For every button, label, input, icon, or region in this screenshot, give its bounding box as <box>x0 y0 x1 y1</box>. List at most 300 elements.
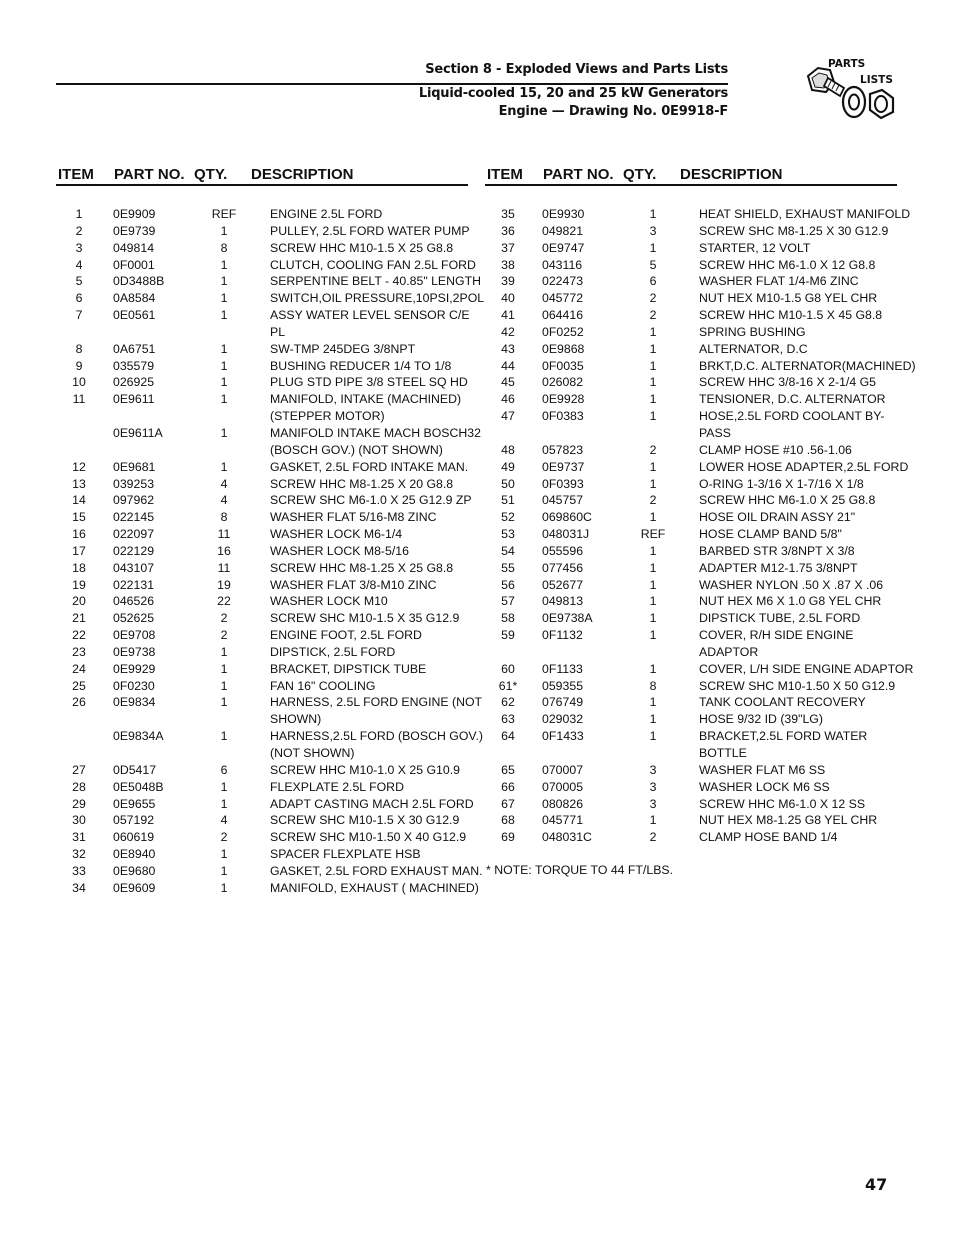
quantity-cell: 1 <box>649 729 657 744</box>
item-cell: 39 <box>501 274 515 289</box>
quantity-cell: 1 <box>220 341 228 356</box>
part-number-cell <box>531 644 616 661</box>
quantity-cell: 1 <box>220 274 228 289</box>
description-cell: DIPSTICK, 2.5L FORD <box>270 644 396 659</box>
logo-text-parts: PARTS <box>828 58 866 70</box>
table-row <box>485 425 897 442</box>
item-cell: 34 <box>72 880 86 895</box>
quantity-cell: 1 <box>220 392 228 407</box>
col-part-header: PART NO. <box>114 166 185 183</box>
quantity-cell: 1 <box>220 644 228 659</box>
table-row <box>56 442 468 459</box>
torque-note: * NOTE: TORQUE TO 44 FT/LBS. <box>486 863 674 878</box>
table-row <box>485 779 897 796</box>
quantity-cell: 11 <box>217 527 231 542</box>
table-body <box>56 206 485 897</box>
part-number-cell: 0F0383 <box>542 409 584 424</box>
part-number-cell: 0F1132 <box>542 628 583 643</box>
table-row <box>485 711 897 728</box>
quantity-cell: 1 <box>649 207 657 221</box>
quantity-cell: 1 <box>649 358 657 373</box>
part-number-cell: 0E9609 <box>113 880 156 895</box>
part-number-cell: 0E8940 <box>113 847 156 862</box>
table-row <box>56 509 468 526</box>
description-cell: BOTTLE <box>699 746 747 760</box>
quantity-cell <box>616 745 690 762</box>
parts-table-left <box>56 166 485 897</box>
description-cell: ADAPTOR <box>699 644 759 659</box>
quantity-cell: 1 <box>649 409 657 424</box>
table-row <box>485 391 897 408</box>
table-row <box>485 762 897 779</box>
table-row <box>56 661 468 678</box>
description-cell: PLUG STD PIPE 3/8 STEEL SQ HD <box>270 375 468 390</box>
description-cell: SCREW HHC M6-1.0 X 25 G8.8 <box>699 493 876 508</box>
description-cell: WASHER FLAT 1/4-M6 ZINC <box>699 274 859 289</box>
table-row <box>485 290 897 307</box>
item-cell: 37 <box>501 240 515 255</box>
description-cell: SCREW HHC M10-1.0 X 25 G10.9 <box>270 762 460 777</box>
table-row <box>485 543 897 560</box>
table-row <box>56 644 468 661</box>
part-number-cell: 0F0230 <box>113 678 155 693</box>
col-item-header: ITEM <box>487 166 523 183</box>
description-cell: WASHER LOCK M8-5/16 <box>270 543 409 558</box>
part-number-cell: 0F0393 <box>542 476 584 491</box>
quantity-cell: 19 <box>217 577 231 592</box>
table-row <box>56 290 485 307</box>
table-row <box>56 577 468 594</box>
section-title: Section 8 - Exploded Views and Parts Lists <box>425 62 728 77</box>
quantity-cell: 1 <box>220 291 228 306</box>
part-number-cell: 045771 <box>542 813 584 828</box>
quantity-cell: 1 <box>649 459 657 474</box>
description-cell: MANIFOLD, INTAKE (MACHINED) <box>270 392 462 407</box>
part-number-cell: 0E0561 <box>113 308 156 323</box>
table-row <box>56 391 468 408</box>
item-cell: 6 <box>75 291 83 306</box>
item-cell: 30 <box>72 813 86 828</box>
table-row <box>56 846 468 863</box>
part-number-cell: 0E9834A <box>113 729 164 744</box>
part-number-cell: 0A8584 <box>113 291 156 306</box>
table-row <box>56 526 468 543</box>
item-cell <box>56 324 102 341</box>
item-cell: 57 <box>501 594 515 609</box>
part-number-cell: 022129 <box>113 543 155 558</box>
quantity-cell: 1 <box>220 375 228 390</box>
item-cell: 7 <box>75 308 83 323</box>
part-number-cell: 059355 <box>542 678 584 693</box>
table-row <box>56 728 483 745</box>
part-number-cell: 0E9737 <box>542 459 585 474</box>
quantity-cell: 3 <box>649 762 657 777</box>
description-cell: PASS <box>699 425 731 440</box>
quantity-cell: 5 <box>649 257 657 272</box>
bolt-nut-washer-icon <box>800 54 900 134</box>
quantity-cell: 1 <box>649 611 657 626</box>
table-row <box>485 560 897 577</box>
description-cell: MANIFOLD INTAKE MACH BOSCH32 <box>270 425 481 440</box>
item-cell: 17 <box>72 543 86 558</box>
table-row <box>485 459 909 476</box>
quantity-cell: 1 <box>220 847 228 862</box>
quantity-cell: 1 <box>220 661 228 676</box>
col-description-header: DESCRIPTION <box>251 166 354 183</box>
description-cell: SHOWN) <box>270 712 322 727</box>
parts-table-right <box>485 166 916 878</box>
quantity-cell: 1 <box>649 375 657 390</box>
table-row <box>485 206 911 223</box>
col-item-header: ITEM <box>58 166 94 183</box>
quantity-cell: 2 <box>220 830 228 845</box>
table-row <box>56 273 481 290</box>
description-cell: SCREW HHC M10-1.5 X 25 G8.8 <box>270 240 454 255</box>
item-cell: 40 <box>501 291 515 306</box>
item-cell <box>56 711 102 728</box>
table-row <box>56 223 468 240</box>
table-row <box>485 341 897 358</box>
col-qty-header: QTY. <box>623 166 657 183</box>
quantity-cell <box>187 408 261 425</box>
description-cell: SPRING BUSHING <box>699 324 806 339</box>
quantity-cell: 4 <box>220 493 228 508</box>
table-row <box>56 257 476 274</box>
part-number-cell: 0E9680 <box>113 863 156 878</box>
quantity-cell: 22 <box>217 594 231 609</box>
table-row <box>485 526 897 543</box>
description-cell: TENSIONER, D.C. ALTERNATOR <box>699 392 886 407</box>
description-cell: SCREW SHC M10-1.5 X 30 G12.9 <box>270 813 460 828</box>
item-cell: 48 <box>501 442 515 457</box>
quantity-cell: 1 <box>649 543 657 558</box>
item-cell: 65 <box>501 762 515 777</box>
table-row <box>56 408 468 425</box>
item-cell: 52 <box>501 510 515 525</box>
item-cell: 15 <box>72 510 86 525</box>
item-cell: 12 <box>72 459 86 474</box>
part-number-cell: 045757 <box>542 493 584 508</box>
item-cell <box>56 408 102 425</box>
quantity-cell: 16 <box>217 543 231 558</box>
description-cell: ENGINE FOOT, 2.5L FORD <box>270 628 422 643</box>
part-number-cell: 049821 <box>542 223 584 238</box>
quantity-cell: 1 <box>220 779 228 794</box>
item-cell: 5 <box>75 274 83 289</box>
quantity-cell <box>187 711 261 728</box>
item-cell: 28 <box>72 779 86 794</box>
description-cell: COVER, R/H SIDE ENGINE <box>699 628 854 643</box>
part-number-cell: 0F1133 <box>542 661 583 676</box>
item-cell: 68 <box>501 813 515 828</box>
description-cell: GASKET, 2.5L FORD INTAKE MAN. <box>270 459 469 474</box>
logo-text-lists: LISTS <box>860 74 893 86</box>
description-cell: HOSE CLAMP BAND 5/8" <box>699 527 842 542</box>
table-row <box>56 762 468 779</box>
part-number-cell: 0F0001 <box>113 257 155 272</box>
item-cell: 60 <box>501 661 515 676</box>
part-number-cell <box>102 442 187 459</box>
description-cell: (BOSCH GOV.) (NOT SHOWN) <box>270 442 443 457</box>
part-number-cell: 035579 <box>113 358 155 373</box>
table-row <box>485 577 897 594</box>
part-number-cell: 0E9747 <box>542 240 585 255</box>
description-cell: WASHER FLAT M6 SS <box>699 762 826 777</box>
description-cell: TANK COOLANT RECOVERY <box>699 695 866 710</box>
part-number-cell: 022145 <box>113 510 155 525</box>
table-header <box>56 166 468 186</box>
quantity-cell: 1 <box>220 695 228 710</box>
part-number-cell: 0F1433 <box>542 729 584 744</box>
description-cell: FLEXPLATE 2.5L FORD <box>270 779 404 794</box>
table-row <box>56 324 468 341</box>
part-number-cell: 048031J <box>542 527 590 542</box>
item-cell: 25 <box>72 678 86 693</box>
quantity-cell: REF <box>640 527 666 542</box>
item-cell: 14 <box>72 493 86 508</box>
part-number-cell: 0E9611 <box>113 392 155 407</box>
quantity-cell: 2 <box>649 308 657 323</box>
description-cell: SCREW SHC M6-1.0 X 25 G12.9 ZP <box>270 493 472 508</box>
item-cell: 35 <box>501 207 515 221</box>
part-number-cell: 080826 <box>542 796 584 811</box>
table-row <box>56 543 468 560</box>
part-number-cell: 0E5048B <box>113 779 164 794</box>
quantity-cell: 1 <box>649 712 657 727</box>
quantity-cell: 1 <box>220 678 228 693</box>
part-number-cell: 0D3488B <box>113 274 165 289</box>
table-row <box>56 678 468 695</box>
part-number-cell: 0E9909 <box>113 207 156 221</box>
table-row <box>485 509 897 526</box>
part-number-cell: 039253 <box>113 476 155 491</box>
item-cell: 54 <box>501 543 515 558</box>
description-cell: BARBED STR 3/8NPT X 3/8 <box>699 543 855 558</box>
description-cell: HARNESS,2.5L FORD (BOSCH GOV.) <box>270 729 483 744</box>
item-cell: 42 <box>501 324 515 339</box>
table-row <box>56 593 468 610</box>
part-number-cell: 022097 <box>113 527 155 542</box>
table-row <box>485 627 897 644</box>
table-row <box>56 694 483 711</box>
quantity-cell: 1 <box>220 796 228 811</box>
part-number-cell: 0E9738A <box>542 611 593 626</box>
page-number: 47 <box>865 1175 888 1194</box>
item-cell: 3 <box>75 240 83 255</box>
table-row <box>56 560 468 577</box>
table-row <box>485 796 897 813</box>
item-cell: 64 <box>501 729 515 744</box>
table-row <box>56 880 479 897</box>
part-number-cell: 097962 <box>113 493 155 508</box>
description-cell: FAN 16" COOLING <box>270 678 376 693</box>
part-number-cell <box>102 408 187 425</box>
part-number-cell: 077456 <box>542 560 584 575</box>
description-cell: ENGINE 2.5L FORD <box>270 207 383 221</box>
part-number-cell: 0E9834 <box>113 695 156 710</box>
table-header <box>485 166 897 186</box>
item-cell: 23 <box>72 644 86 659</box>
description-cell: WASHER LOCK M6-1/4 <box>270 527 403 542</box>
description-cell: SWITCH,OIL PRESSURE,10PSI,2POL <box>270 291 485 306</box>
table-row <box>56 425 481 442</box>
quantity-cell: REF <box>211 207 237 221</box>
description-cell: WASHER NYLON .50 X .87 X .06 <box>699 577 884 592</box>
part-number-cell <box>102 711 187 728</box>
quantity-cell: 1 <box>649 510 657 525</box>
item-cell: 1 <box>75 207 83 221</box>
part-number-cell: 052677 <box>542 577 584 592</box>
quantity-cell: 1 <box>220 880 228 895</box>
table-row <box>485 374 897 391</box>
quantity-cell: 2 <box>649 442 657 457</box>
item-cell: 38 <box>501 257 515 272</box>
item-cell <box>56 425 102 442</box>
table-row <box>485 257 897 274</box>
description-cell: WASHER FLAT 3/8-M10 ZINC <box>270 577 437 592</box>
part-number-cell: 0E9930 <box>542 207 585 221</box>
item-cell: 33 <box>72 863 86 878</box>
item-cell: 55 <box>501 560 515 575</box>
item-cell: 20 <box>72 594 86 609</box>
item-cell: 18 <box>72 560 86 575</box>
description-cell: ALTERNATOR, D.C <box>699 341 808 356</box>
part-number-cell: 0E9928 <box>542 392 585 407</box>
col-description-header: DESCRIPTION <box>680 166 783 183</box>
part-number-cell: 0F0252 <box>542 324 584 339</box>
part-number-cell: 0E9655 <box>113 796 156 811</box>
description-cell: SCREW SHC M10-1.5 X 35 G12.9 <box>270 611 460 626</box>
quantity-cell <box>616 644 690 661</box>
item-cell: 11 <box>72 392 86 407</box>
quantity-cell: 4 <box>220 813 228 828</box>
quantity-cell: 8 <box>649 678 657 693</box>
table-row <box>56 459 468 476</box>
table-row <box>485 745 897 762</box>
quantity-cell: 1 <box>220 223 228 238</box>
description-cell: SCREW SHC M8-1.25 X 30 G12.9 <box>699 223 889 238</box>
item-cell: 49 <box>501 459 515 474</box>
part-number-cell: 0D5417 <box>113 762 157 777</box>
table-row <box>56 358 468 375</box>
table-row <box>56 206 468 223</box>
quantity-cell: 1 <box>220 257 228 272</box>
quantity-cell: 1 <box>649 577 657 592</box>
quantity-cell: 2 <box>649 830 657 845</box>
quantity-cell: 3 <box>649 796 657 811</box>
quantity-cell: 1 <box>220 459 228 474</box>
item-cell <box>56 745 102 762</box>
description-cell: BUSHING REDUCER 1/4 TO 1/8 <box>270 358 452 373</box>
quantity-cell: 1 <box>220 425 228 440</box>
item-cell: 26 <box>72 695 86 710</box>
part-number-cell: 057823 <box>542 442 584 457</box>
item-cell: 32 <box>72 847 86 862</box>
item-cell: 53 <box>501 527 515 542</box>
part-number-cell <box>102 745 187 762</box>
description-cell: O-RING 1-3/16 X 1-7/16 X 1/8 <box>699 476 864 491</box>
description-cell: SCREW HHC M10-1.5 X 45 G8.8 <box>699 308 883 323</box>
description-cell: SCREW HHC M8-1.25 X 20 G8.8 <box>270 476 454 491</box>
part-number-cell: 052625 <box>113 611 155 626</box>
quantity-cell: 1 <box>649 392 657 407</box>
item-cell: 4 <box>75 257 83 272</box>
item-cell: 2 <box>75 223 83 238</box>
item-cell: 50 <box>501 476 515 491</box>
description-cell: SW-TMP 245DEG 3/8NPT <box>270 341 416 356</box>
description-cell: SERPENTINE BELT - 40.85" LENGTH <box>270 274 481 289</box>
table-row <box>56 476 468 493</box>
quantity-cell: 1 <box>649 476 657 491</box>
description-cell: HOSE OIL DRAIN ASSY 21" <box>699 510 856 525</box>
item-cell: 41 <box>501 308 515 323</box>
part-number-cell: 064416 <box>542 308 584 323</box>
part-number-cell: 057192 <box>113 813 155 828</box>
table-row <box>56 240 468 257</box>
item-cell: 8 <box>75 341 83 356</box>
description-cell: PULLEY, 2.5L FORD WATER PUMP <box>270 223 470 238</box>
table-row <box>485 644 897 661</box>
item-cell: 62 <box>501 695 515 710</box>
description-cell: SCREW HHC M8-1.25 X 25 G8.8 <box>270 560 454 575</box>
table-row <box>56 492 472 509</box>
description-cell: SCREW HHC 3/8-16 X 2-1/4 G5 <box>699 375 876 390</box>
quantity-cell: 8 <box>220 510 228 525</box>
table-row <box>485 728 897 745</box>
table-row <box>56 812 468 829</box>
item-cell: 9 <box>75 358 83 373</box>
item-cell: 36 <box>501 223 515 238</box>
table-row <box>485 678 897 695</box>
description-cell: NUT HEX M6 X 1.0 G8 YEL CHR <box>699 594 882 609</box>
part-number-cell: 0F0035 <box>542 358 584 373</box>
description-cell: HEAT SHIELD, EXHAUST MANIFOLD <box>699 207 911 221</box>
quantity-cell: 3 <box>649 223 657 238</box>
part-number-cell: 0E9738 <box>113 644 156 659</box>
description-cell: SCREW HHC M6-1.0 X 12 G8.8 <box>699 257 876 272</box>
item-cell: 31 <box>72 830 86 845</box>
quantity-cell: 8 <box>220 240 228 255</box>
item-cell: 13 <box>72 476 86 491</box>
part-number-cell: 022473 <box>542 274 584 289</box>
description-cell: STARTER, 12 VOLT <box>699 240 811 255</box>
quantity-cell <box>616 425 690 442</box>
quantity-cell: 1 <box>649 695 657 710</box>
quantity-cell: 1 <box>649 661 657 676</box>
item-cell: 63 <box>501 712 515 727</box>
description-cell: LOWER HOSE ADAPTER,2.5L FORD <box>699 459 909 474</box>
item-cell: 24 <box>72 661 86 676</box>
item-cell: 44 <box>501 358 515 373</box>
quantity-cell: 11 <box>217 560 231 575</box>
quantity-cell <box>187 745 261 762</box>
description-cell: HOSE,2.5L FORD COOLANT BY- <box>699 409 885 424</box>
item-cell: 29 <box>72 796 86 811</box>
item-cell: 10 <box>72 375 86 390</box>
description-cell: HOSE 9/32 ID (39"LG) <box>699 712 823 727</box>
table-row <box>56 307 468 324</box>
quantity-cell: 2 <box>649 493 657 508</box>
part-number-cell: 070007 <box>542 762 584 777</box>
description-cell: WASHER LOCK M10 <box>270 594 388 609</box>
part-number-cell: 076749 <box>542 695 584 710</box>
part-number-cell: 026082 <box>542 375 584 390</box>
item-cell: 58 <box>501 611 515 626</box>
col-part-header: PART NO. <box>543 166 614 183</box>
description-cell: ADAPTER M12-1.75 3/8NPT <box>699 560 858 575</box>
description-cell: (NOT SHOWN) <box>270 746 355 760</box>
table-row <box>485 812 897 829</box>
